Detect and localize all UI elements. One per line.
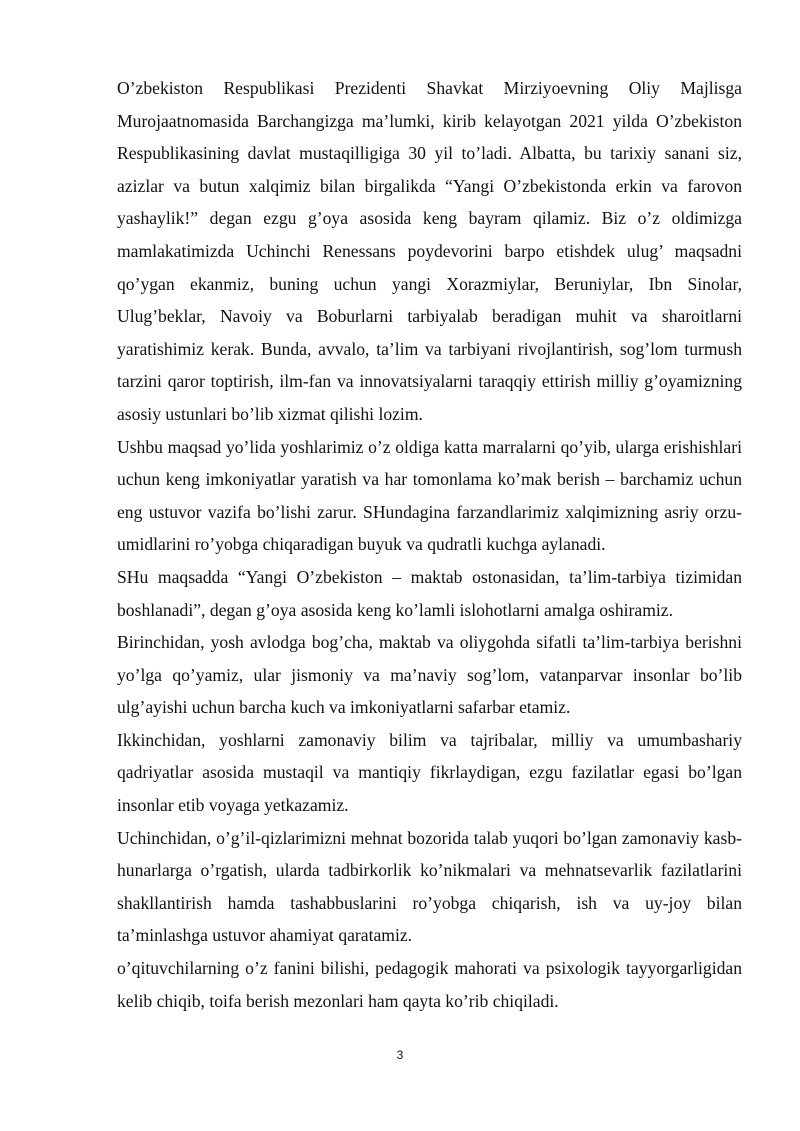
paragraph: O’zbekiston Respublikasi Prezidenti Shavkat Mirziyoevning Oliy Majlisga Murojaatnomasida Barchangizga ma’lumki, kirib kelayotgan 2021 yilda O’zbekiston Respublikasining davlat mustaqilligiga 30 yil to’ladi. Albatta, bu tarixiy sanani siz, azizlar va butun xalqimiz bilan birgalikda “Yangi O’zbekistonda erkin va farovon yashaylik!” degan ezgu g’oya asosida keng bayram qilamiz. Biz o’z oldimizga mamlakatimizda Uchinchi Renessans poydevorini barpo etishdek ulug’ maqsadni qo’ygan ekanmiz, buning uchun yangi Xorazmiylar, Beruniylar, Ibn Sinolar, Ulug’beklar, Navoiy va Boburlarni tarbiyalab beradigan muhit va sharoitlarni yaratishimiz kerak. Bunda, avvalo, ta’lim va tarbiyani rivojlantirish, sog’lom turmush tarzini qaror toptirish, ilm-fan va innovatsiyalarni taraqqiy ettirish milliy g’oyamizning asosiy ustunlari bo’lib xizmat qilishi lozim.	[117, 78, 742, 424]
body-text	[117, 72, 742, 1017]
paragraph: SHu maqsadda “Yangi O’zbekiston – maktab ostonasidan, ta’lim-tarbiya tizimidan boshlanadi”, degan g’oya asosida keng ko’lamli islohotlarni amalga oshiramiz.	[117, 566, 742, 620]
paragraph: Uchinchidan, o’g’il-qizlarimizni mehnat bozorida talab yuqori bo’lgan zamonaviy kasb-hunarlarga o’rgatish, ularda tadbirkorlik ko’nikmalari va mehnatsevarlik fazilatlarini shakllantirish hamda tashabbuslarini ro’yobga chiqarish, ish va uy-joy bilan ta’minlashga ustuvor ahamiyat qaratamiz.	[117, 827, 742, 946]
page-number: 3	[396, 1048, 404, 1062]
paragraph: o’qituvchilarning o’z fanini bilishi, pedagogik mahorati va psixologik tayyorgarligidan kelib chiqib, toifa berish mezonlari ham qayta ko’rib chiqiladi.	[117, 958, 742, 1011]
paragraph: Birinchidan, yosh avlodga bog’cha, maktab va oliygohda sifatli ta’lim-tarbiya berishni yo’lga qo’yamiz, ular jismoniy va ma’naviy sog’lom, vatanparvar insonlar bo’lib ulg’ayishi uchun barcha kuch va imkoniyatlarni safarbar etamiz.	[117, 632, 742, 718]
paragraph: Ushbu maqsad yo’lida yoshlarimiz o’z oldiga katta marralarni qo’yib, ularga erishishlari uchun keng imkoniyatlar yaratish va har tomonlama ko’mak berish – barchamiz uchun eng ustuvor vazifa bo’lishi zarur. SHundagina farzandlarimiz xalqimizning asriy orzu-umidlarini ro’yobga chiqaradigan buyuk va qudratli kuchga aylanadi.	[117, 436, 742, 555]
paragraph: Ikkinchidan, yoshlarni zamonaviy bilim va tajribalar, milliy va umumbashariy qadriyatlar asosida mustaqil va mantiqiy fikrlaydigan, ezgu fazilatlar egasi bo’lgan insonlar etib voyaga yetkazamiz.	[117, 729, 742, 816]
